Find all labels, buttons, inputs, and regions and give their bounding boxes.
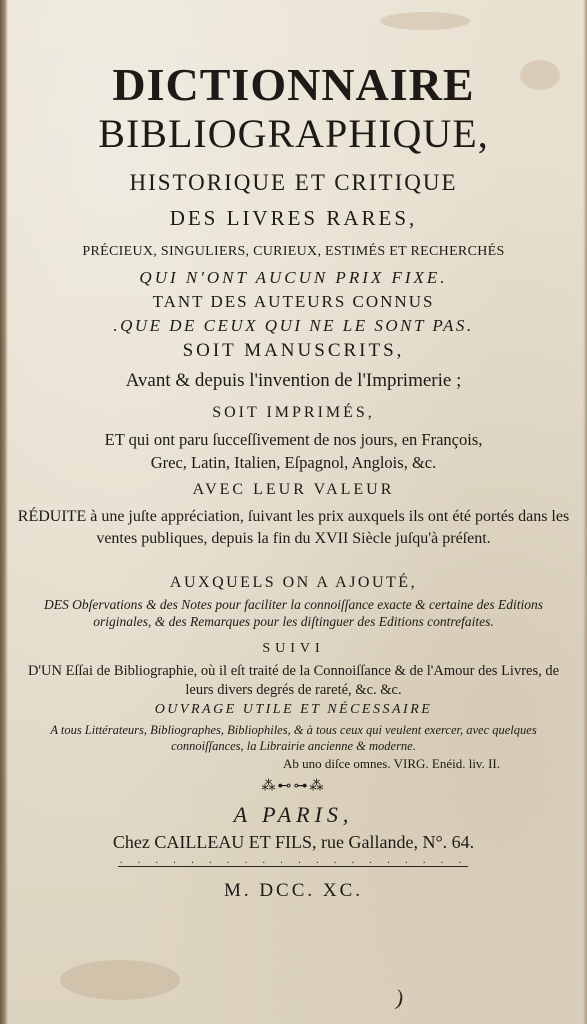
text-soit-imprimes: SOIT IMPRIMÉS,	[212, 404, 375, 421]
text-soit-manuscrits: SOIT MANUSCRITS,	[182, 340, 405, 361]
text-que-de-ceux: .QUE DE CEUX QUI NE LE SONT PAS.	[113, 316, 474, 335]
text-qui-nont: QUI N'ONT AUCUN PRIX FIXE.	[139, 268, 448, 287]
text-avec-leur-valeur: AVEC LEUR VALEUR	[192, 481, 395, 498]
text-avant-imprimerie: Avant & depuis l'invention de l'Imprimerie ;	[125, 370, 462, 391]
paragraph-reduite: RÉDUITE à une juſte appréciation, ſuivant les prix auxquels ils ont été portés dans les ventes publiques, depuis la fin du XVII Siècle juſqu'à préſent.	[17, 508, 570, 547]
text-auxquels: AUXQUELS ON A AJOUTÉ,	[169, 574, 418, 591]
text-precieux: PRÉCIEUX, SINGULIERS, CURIEUX, ESTIMÉS ET RECHERCHÉS	[82, 244, 505, 259]
title-line-1: DICTIONNAIRE	[112, 59, 475, 110]
ornament-divider: ⁂⊷⊶⁂	[261, 779, 326, 794]
subtitle-livres-rares: DES LIVRES RARES,	[169, 206, 418, 230]
text-suivi: SUIVI	[262, 641, 325, 656]
paragraph-tous-litterateurs: A tous Littérateurs, Bibliographes, Bibliophiles, & à tous ceux qui veulent exercer, avec quelques connoiſſances, la Librairie ancienne & moderne.	[50, 723, 537, 753]
imprint-city: A PARIS,	[233, 802, 354, 827]
paragraph-observations: DES Obſervations & des Notes pour faciliter la connoiſſance exacte & certaine des Editions originales, & des Remarques pour les diſtinguer des Editions contrefaites.	[43, 597, 544, 629]
text-tant-des-auteurs: TANT DES AUTEURS CONNUS	[152, 292, 435, 311]
imprint-date: M. DCC. XC.	[223, 880, 364, 901]
title-line-2: BIBLIOGRAPHIQUE,	[98, 111, 489, 156]
imprint-publisher: Chez CAILLEAU ET FILS, rue Gallande, N°. 64.	[112, 832, 475, 852]
subtitle-historique: HISTORIQUE ET CRITIQUE	[129, 170, 458, 195]
foxing-stain	[60, 960, 180, 1000]
text-ouvrage-utile: OUVRAGE UTILE ET NÉCESSAIRE	[154, 702, 433, 717]
text-langues: Grec, Latin, Italien, Eſpagnol, Anglois, &c.	[150, 453, 437, 472]
ink-mark: )	[393, 984, 406, 1011]
rule-ornament: · · · · · · · · · · · · · · · · · · · ·	[119, 858, 468, 869]
text-et-qui-ont-paru: ET qui ont paru ſucceſſivement de nos jours, en François,	[104, 430, 483, 449]
paragraph-essai: D'UN Eſſai de Bibliographie, où il eſt traité de la Connoiſſance & de l'Amour des Livres, de leurs divers degrés de rareté, &c. &c.	[27, 663, 560, 698]
foxing-stain	[380, 12, 470, 30]
epigraph-quote: Ab uno diſce omnes. VIRG. Enéid. liv. II.	[283, 756, 500, 771]
